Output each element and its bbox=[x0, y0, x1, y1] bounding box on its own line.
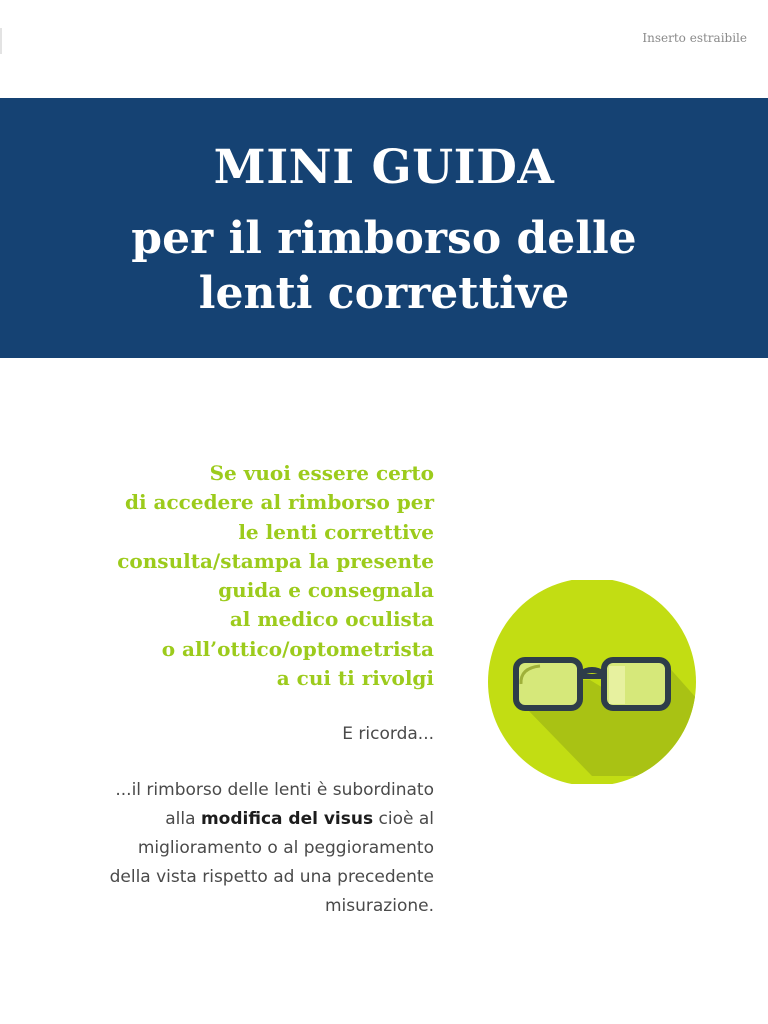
lead-line: Se vuoi essere certo bbox=[209, 461, 434, 485]
lead-line: di accedere al rimborso per bbox=[124, 490, 434, 515]
lead-line: le lenti correttive bbox=[238, 519, 434, 544]
title-banner bbox=[0, 98, 768, 358]
note-line: ...il rimborso delle lenti è subordinato bbox=[115, 780, 434, 800]
lead-line: guida e consegnala bbox=[218, 578, 434, 603]
note-line bbox=[14, 805, 434, 834]
note-text: alla bbox=[165, 809, 201, 829]
insert-label: Inserto estraibile bbox=[642, 31, 747, 45]
note-line: della vista rispetto ad una precedente bbox=[109, 867, 434, 887]
glasses-bridge-bar bbox=[580, 674, 604, 679]
glasses-icon bbox=[486, 580, 698, 784]
left-lens bbox=[516, 660, 580, 708]
note-paragraph bbox=[14, 776, 434, 921]
page-edge-mark bbox=[0, 28, 2, 54]
note-line: miglioramento o al peggioramento bbox=[137, 838, 434, 858]
lead-line: consulta/stampa la presente bbox=[117, 548, 434, 573]
lead-paragraph bbox=[14, 459, 434, 693]
note-line: misurazione. bbox=[324, 896, 434, 916]
note-text: cioè al bbox=[373, 809, 434, 829]
glasses-badge bbox=[486, 580, 698, 784]
lead-line: a cui ti rivolgi bbox=[276, 666, 434, 691]
page-subtitle bbox=[0, 211, 768, 321]
lead-line: o all’ottico/optometrista bbox=[161, 636, 434, 661]
subtitle-line: per il rimborso delle bbox=[131, 213, 637, 264]
remember-text: E ricorda... bbox=[342, 724, 434, 744]
right-lens-glare bbox=[609, 666, 625, 704]
lead-line: al medico oculista bbox=[229, 607, 434, 632]
note-emphasis: modifica del visus bbox=[200, 809, 374, 829]
page-title: MINI GUIDA bbox=[213, 140, 555, 195]
subtitle-line: lenti correttive bbox=[198, 268, 570, 319]
